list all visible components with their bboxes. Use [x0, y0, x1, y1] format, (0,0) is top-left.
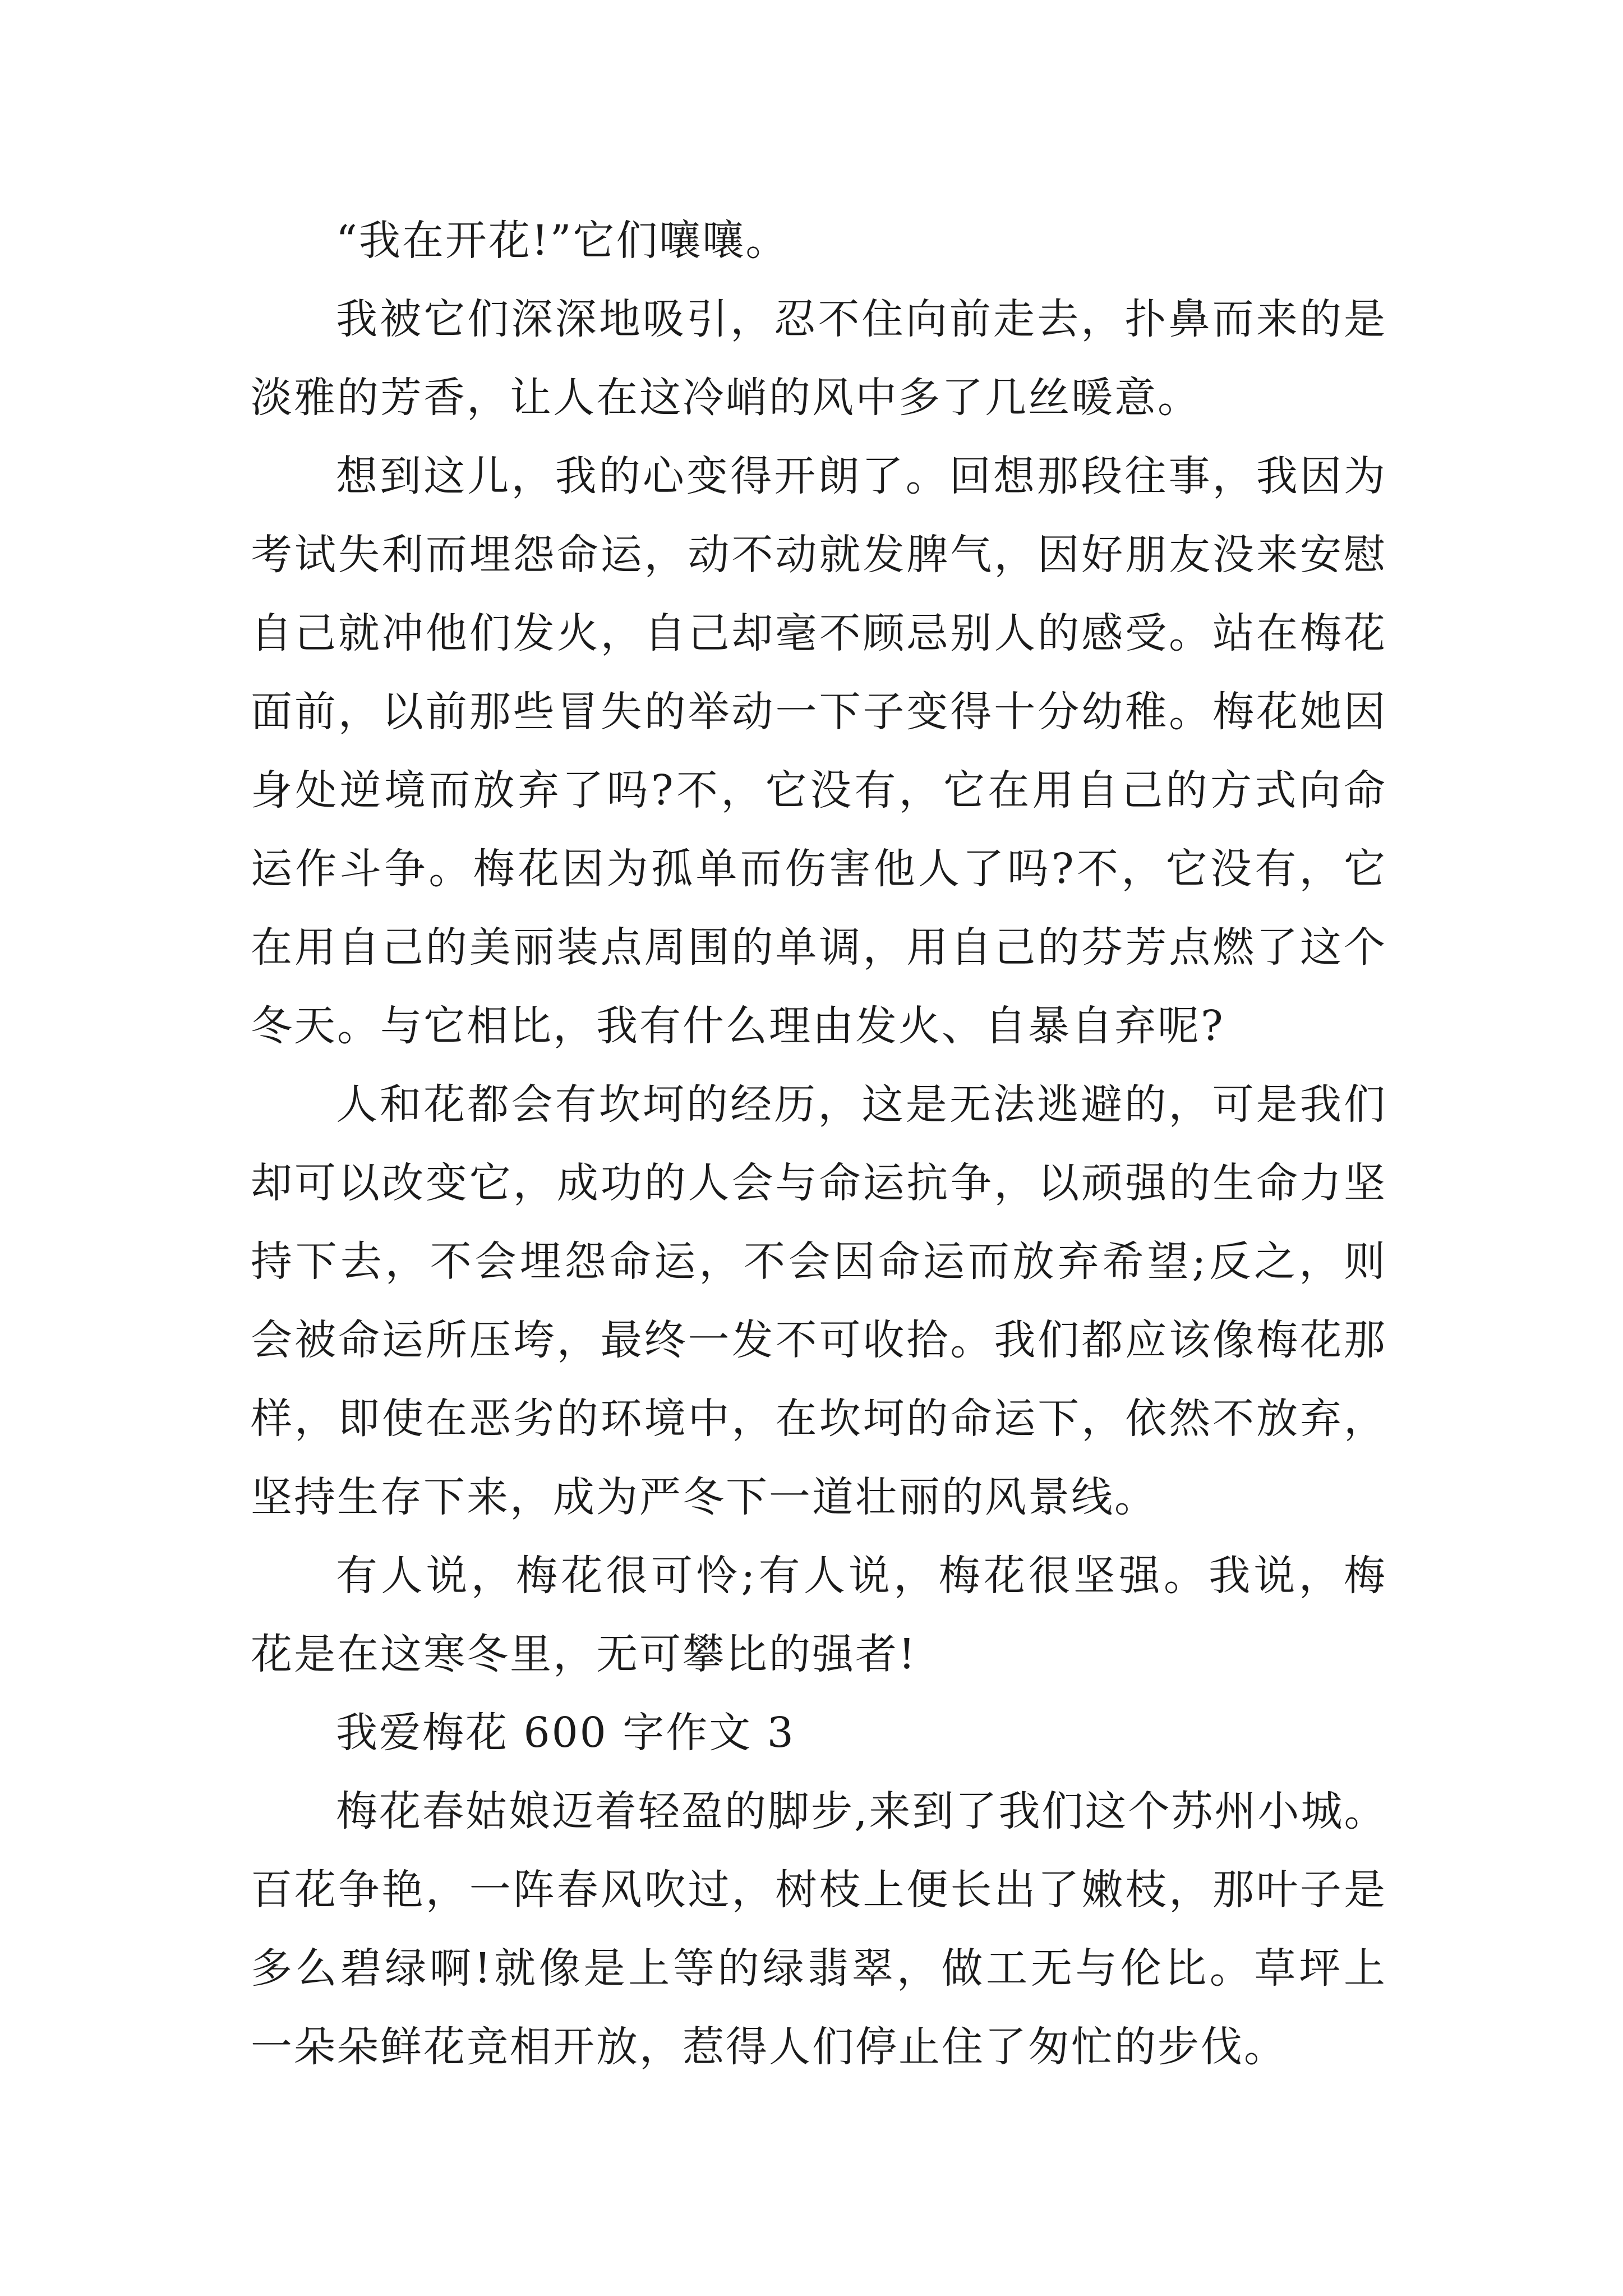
text-line: 却可以改变它，成功的人会与命运抗争，以顽强的生命力坚: [251, 1159, 1387, 1207]
paragraph: [251, 280, 1387, 437]
text-line: 坚持生存下来，成为严冬下一道壮丽的风景线。: [251, 1473, 1158, 1521]
text-line: 花是在这寒冬里，无可攀比的强者!: [251, 1630, 917, 1678]
paragraph: [251, 1536, 1387, 1694]
text-line: 自己就冲他们发火，自己却毫不顾忌别人的感受。站在梅花: [251, 609, 1387, 657]
text-line: 有人说，梅花很可怜;有人说，梅花很坚强。我说，梅: [336, 1552, 1387, 1600]
text-line: 百花争艳，一阵春风吹过，树枝上便长出了嫩枝，那叶子是: [251, 1866, 1387, 1914]
text-line: 样，即使在恶劣的环境中，在坎坷的命运下，依然不放弃，: [251, 1395, 1387, 1443]
text-line: 在用自己的美丽装点周围的单调，用自己的芬芳点燃了这个: [251, 923, 1387, 972]
paragraph: [251, 437, 1387, 1065]
text-line: 淡雅的芳香，让人在这冷峭的风中多了几丝暖意。: [251, 374, 1201, 422]
text-line: 运作斗争。梅花因为孤单而伤害他人了吗?不，它没有，它: [251, 845, 1387, 893]
paragraph: [251, 1772, 1387, 2086]
text-line: 多么碧绿啊!就像是上等的绿翡翠，做工无与伦比。草坪上: [251, 1944, 1387, 1993]
text-line: 一朵朵鲜花竞相开放，惹得人们停止住了匆忙的步伐。: [251, 2023, 1287, 2071]
text-line: 会被命运所压垮，最终一发不可收拾。我们都应该像梅花那: [251, 1316, 1387, 1364]
text-line: 持下去，不会埋怨命运，不会因命运而放弃希望;反之，则: [251, 1237, 1387, 1286]
document-body: [251, 201, 1387, 2086]
text-line: 考试失利而埋怨命运，动不动就发脾气，因好朋友没来安慰: [251, 531, 1387, 579]
text-line: 想到这儿，我的心变得开朗了。回想那段往事，我因为: [336, 452, 1387, 500]
text-line: 冬天。与它相比，我有什么理由发火、自暴自弃呢?: [251, 1002, 1225, 1050]
section-heading: [251, 1694, 1387, 1772]
text-line: 梅花春姑娘迈着轻盈的脚步,来到了我们这个苏州小城。: [336, 1787, 1387, 1835]
paragraph: [251, 1065, 1387, 1536]
text-line: 面前，以前那些冒失的举动一下子变得十分幼稚。梅花她因: [251, 688, 1387, 736]
paragraph: [251, 201, 1387, 280]
text-line: 人和花都会有坎坷的经历，这是无法逃避的，可是我们: [336, 1080, 1387, 1129]
heading-line: 我爱梅花 600 字作文 3: [336, 1709, 795, 1757]
text-line: 身处逆境而放弃了吗?不，它没有，它在用自己的方式向命: [251, 766, 1387, 815]
text-line: 我被它们深深地吸引，忍不住向前走去，扑鼻而来的是: [336, 295, 1387, 343]
text-line: “我在开花!”它们嚷嚷。: [336, 217, 789, 265]
